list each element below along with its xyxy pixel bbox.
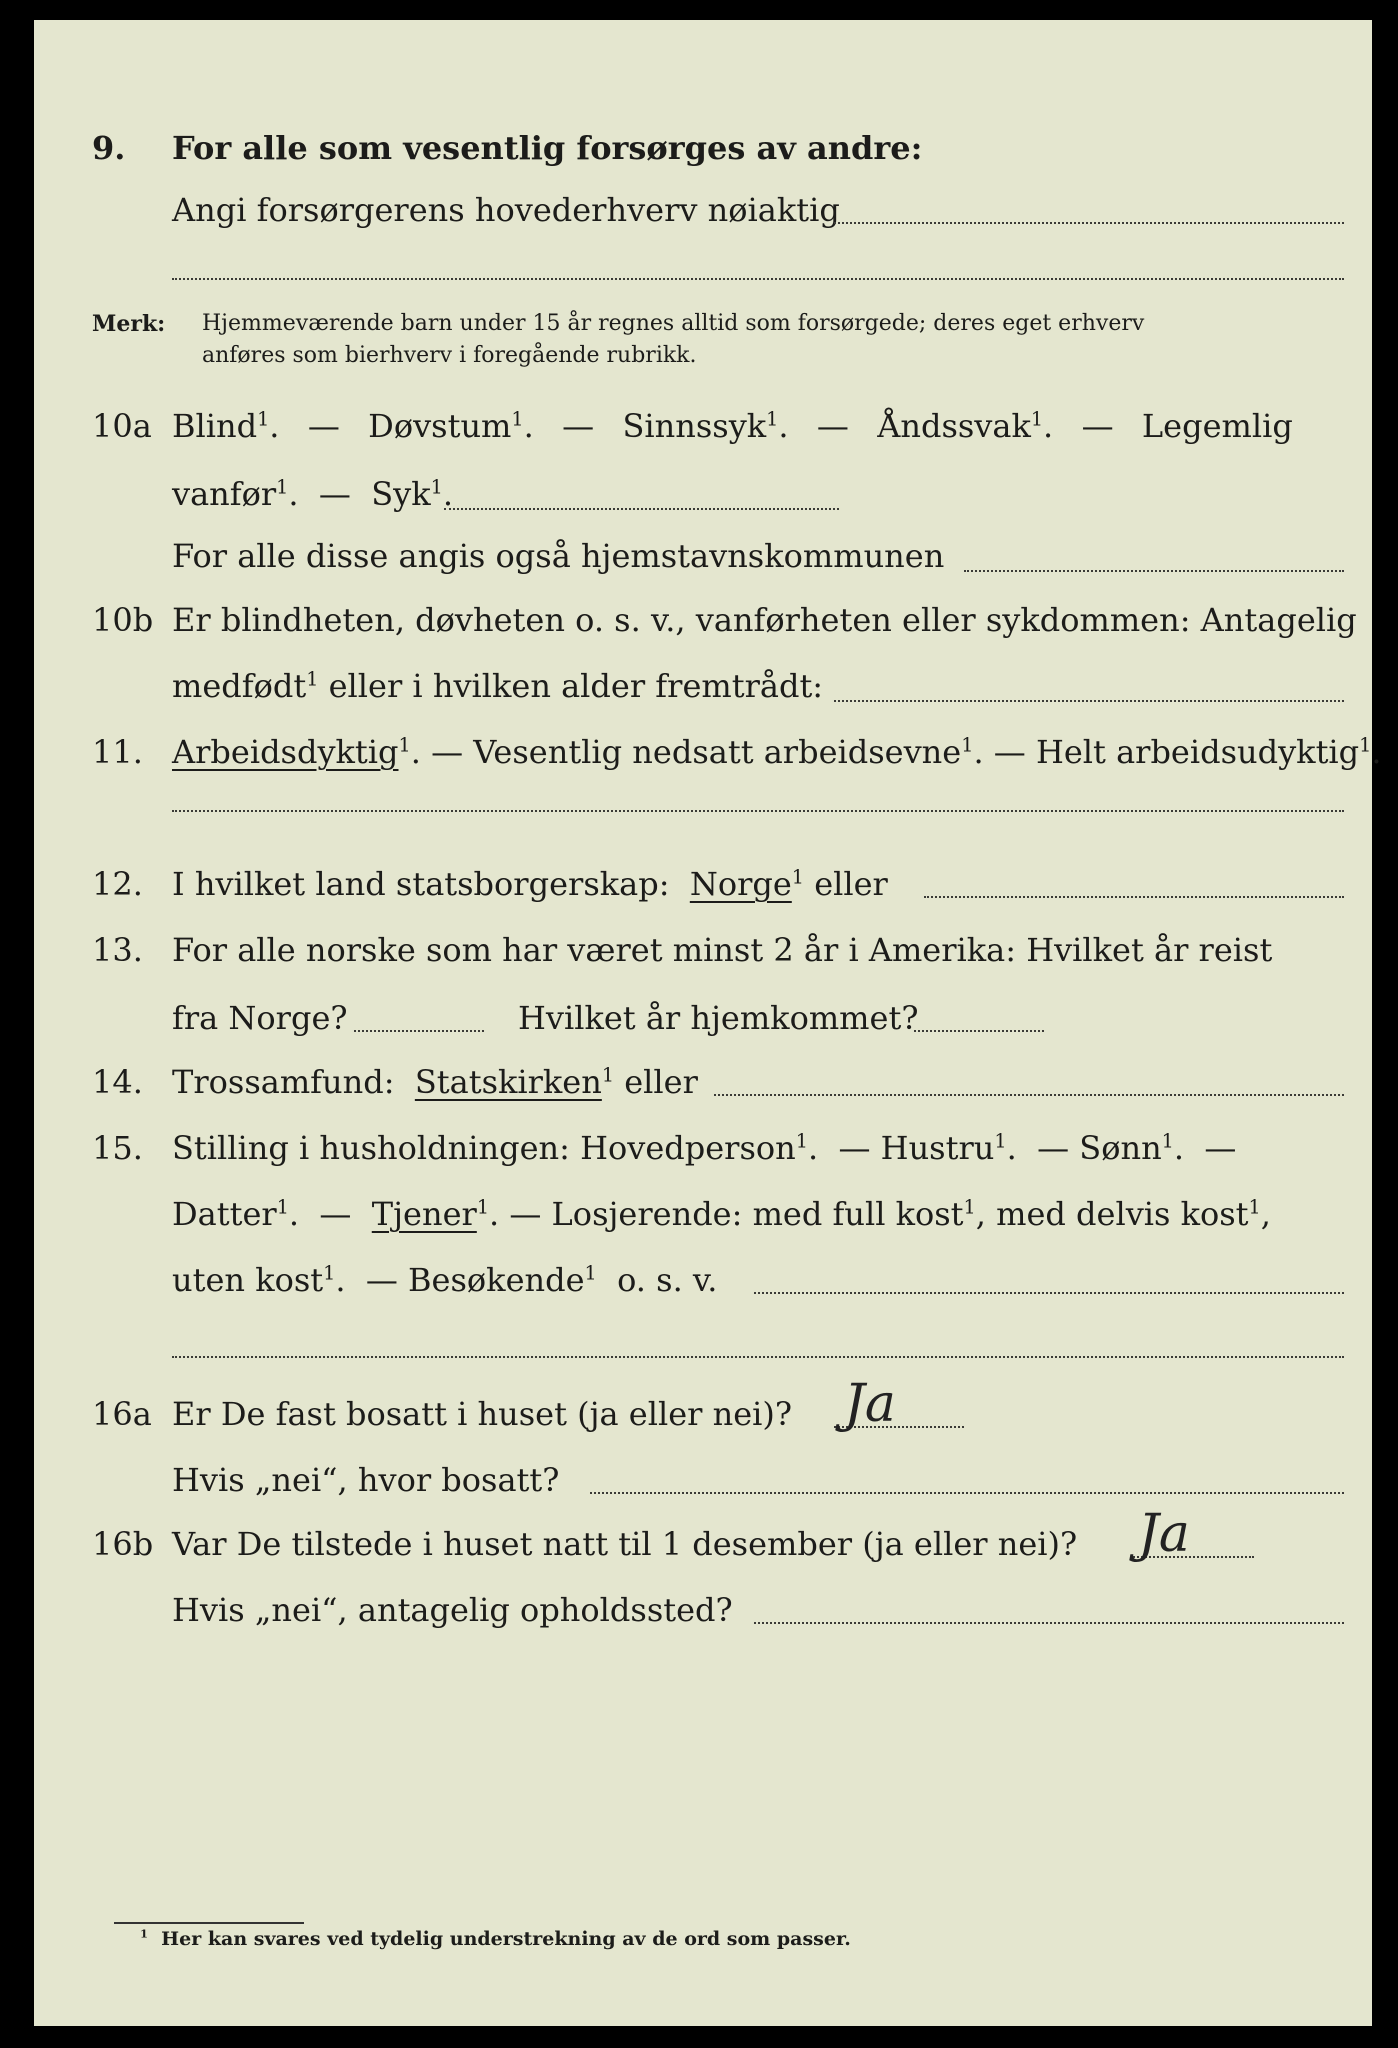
option-datter[interactable]: Datter [172,1195,277,1233]
q9-occupation-field[interactable] [834,222,1344,224]
q10b-line1: Er blindheten, døvheten o. s. v., vanførheten eller sykdommen: Antagelig [172,601,1357,639]
q13-departed-field[interactable] [354,1030,484,1032]
q12-line: I hvilket land statsborgerskap: Norge$^1$ eller [172,865,888,903]
q10a-line1: Blind$^1$. — Døvstum$^1$. — Sinnssyk$^1$. — Åndssvak$^1$. — Legemlig [172,407,1293,445]
option-besokende[interactable]: — Besøkende [365,1261,585,1299]
option-statskirken[interactable]: Statskirken [414,1063,602,1101]
option-andssvak[interactable]: Åndssvak [877,407,1031,445]
q15-line3: uten kost$^1$. — Besøkende$^1$ o. s. v. [172,1261,718,1299]
option-vanfor[interactable]: vanfør [172,475,277,513]
q16a-where-label: Hvis „nei“, hvor bosatt? [172,1461,560,1499]
option-hovedperson[interactable]: Stilling i husholdningen: Hovedperson [172,1129,796,1167]
q16b-handwritten-answer: Ja [1138,1504,1190,1564]
q10a-number: 10a [92,407,152,445]
q16b-residence-field[interactable] [754,1622,1344,1624]
option-nedsatt[interactable]: — Vesentlig nedsatt arbeidsevne [431,733,962,771]
q9-heading: For alle som vesentlig forsørges av andre: [172,129,923,167]
option-dovstum[interactable]: Døvstum [368,407,512,445]
merk-line1: Hjemmeværende barn under 15 år regnes alltid som forsørgede; deres eget erhverv [202,311,1145,336]
footnote-rule [114,1922,304,1924]
q16b-question: Var De tilstede i huset natt til 1 desember (ja eller nei)? [172,1525,1078,1563]
q15-number: 15. [92,1129,143,1167]
footnote-marker: 1 [140,1926,148,1941]
option-tjener[interactable]: Tjener [371,1195,477,1233]
option-syk[interactable]: Syk [371,475,431,513]
option-hustru[interactable]: — Hustru [838,1129,995,1167]
q10a-syk-field[interactable] [444,508,839,510]
q10a-line2: vanfør$^1$. — Syk$^1$. [172,475,454,513]
q13-number: 13. [92,931,143,969]
option-uten-kost[interactable]: uten kost [172,1261,324,1299]
footnote [140,1928,851,1950]
q13-departed-label: fra Norge? [172,999,348,1037]
q10a-hometown-field[interactable] [964,570,1344,572]
option-medfodt[interactable]: medfødt [172,667,307,705]
q16a-question: Er De fast bosatt i huset (ja eller nei)? [172,1395,793,1433]
option-arbeidsdyktig[interactable]: Arbeidsdyktig [172,733,399,771]
option-losjerende[interactable]: — Losjerende: med full kost [509,1195,964,1233]
q10b-number: 10b [92,601,154,639]
q9-extra-line[interactable] [172,278,1344,280]
q16a-where-field[interactable] [590,1492,1344,1494]
merk-line2: anføres som bierhverv i foregående rubrikk. [202,343,697,368]
q13-returned-label: Hvilket år hjemkommet? [518,999,919,1037]
q9-occupation-label: Angi forsørgerens hovederhverv nøiaktig [172,191,840,229]
option-legemlig[interactable]: Legemlig [1141,407,1293,445]
q13-returned-field[interactable] [914,1030,1044,1032]
footnote-text: Her kan svares ved tydelig understrekning av de ord som passer. [161,1928,851,1950]
q10b-line2: medfødt$^1$ eller i hvilken alder fremtrådt: [172,667,824,705]
q16b-number: 16b [92,1525,154,1563]
option-norge[interactable]: Norge [689,865,792,903]
q10b-age-field[interactable] [834,700,1344,702]
q12-country-field[interactable] [924,896,1344,898]
census-form-page [34,20,1382,2026]
merk-label: Merk: [92,311,166,337]
q10a-hometown-label: For alle disse angis også hjemstavnskommunen [172,537,945,575]
q13-line1: For alle norske som har været minst 2 år i Amerika: Hvilket år reist [172,931,1273,969]
option-udyktig[interactable]: — Helt arbeidsudyktig [993,733,1360,771]
q16a-handwritten-answer: Ja [844,1374,896,1434]
q11-extra-line[interactable] [172,810,1344,812]
q14-line: Trossamfund: Statskirken$^1$ eller [172,1063,698,1101]
q11-line: Arbeidsdyktig$^1$. — Vesentlig nedsatt arbeidsevne$^1$. — Helt arbeidsudyktig$^1$. [172,733,1382,771]
option-blind[interactable]: Blind [172,407,258,445]
q14-denomination-field[interactable] [714,1094,1344,1096]
q12-number: 12. [92,865,143,903]
q15-line1: Stilling i husholdningen: Hovedperson$^1$. — Hustru$^1$. — Sønn$^1$. — [172,1129,1237,1167]
q15-other-field[interactable] [754,1292,1344,1294]
option-sinnssyk[interactable]: Sinnssyk [622,407,767,445]
q9-number: 9. [92,129,126,167]
q15-line2: Datter$^1$. — Tjener$^1$. — Losjerende: med full kost$^1$, med delvis kost$^1$, [172,1195,1271,1233]
q11-number: 11. [92,733,143,771]
q16b-residence-label: Hvis „nei“, antagelig opholdssted? [172,1591,733,1629]
q15-extra-line[interactable] [172,1356,1344,1358]
q16a-number: 16a [92,1395,152,1433]
option-sonn[interactable]: — Sønn [1037,1129,1162,1167]
option-delvis-kost[interactable]: , med delvis kost [975,1195,1249,1233]
q14-number: 14. [92,1063,143,1101]
